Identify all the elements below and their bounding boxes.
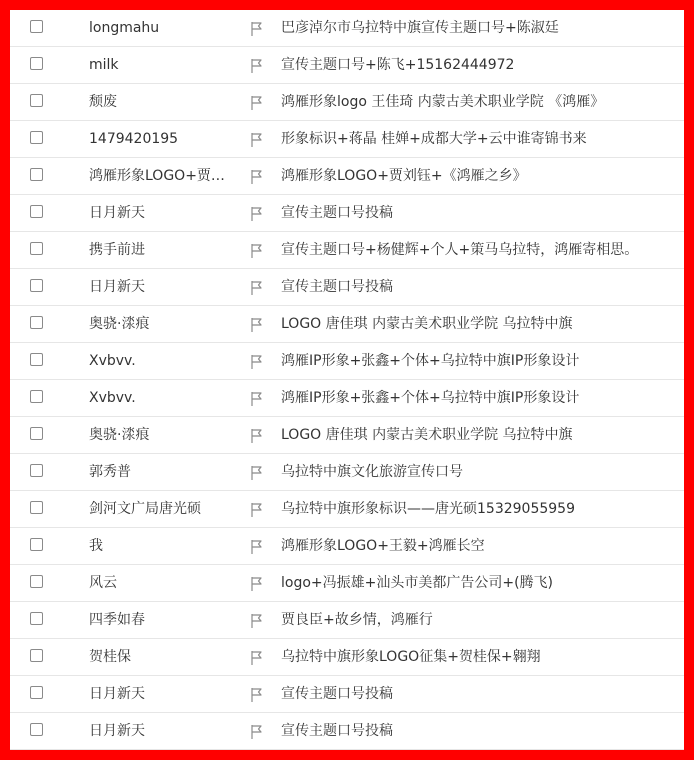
message-subject[interactable]: 乌拉特中旗形象标识——唐光硕15329055959: [281, 501, 575, 517]
sender-name: 日月新天: [89, 723, 145, 739]
flag-icon[interactable]: [250, 539, 264, 555]
message-row[interactable]: [10, 491, 684, 528]
sender-name: 我: [89, 538, 103, 554]
flag-icon[interactable]: [250, 391, 264, 407]
sender-name: milk: [89, 57, 119, 73]
sender-name: 奥骁·渁痕: [89, 316, 150, 332]
message-subject[interactable]: 鸿雁形象LOGO+王毅+鸿雁长空: [281, 538, 485, 554]
flag-icon[interactable]: [250, 613, 264, 629]
message-subject[interactable]: 宣传主题口号投稿: [281, 279, 393, 295]
sender-name: 风云: [89, 575, 117, 591]
message-row[interactable]: [10, 84, 684, 121]
flag-icon[interactable]: [250, 206, 264, 222]
message-subject[interactable]: 鸿雁IP形象+张鑫+个体+乌拉特中旗IP形象设计: [281, 390, 580, 406]
message-row[interactable]: [10, 417, 684, 454]
select-checkbox[interactable]: [30, 20, 43, 33]
flag-icon[interactable]: [250, 95, 264, 111]
flag-icon[interactable]: [250, 465, 264, 481]
select-checkbox[interactable]: [30, 57, 43, 70]
select-checkbox[interactable]: [30, 390, 43, 403]
message-row[interactable]: [10, 343, 684, 380]
message-subject[interactable]: 鸿雁IP形象+张鑫+个体+乌拉特中旗IP形象设计: [281, 353, 580, 369]
flag-icon[interactable]: [250, 724, 264, 740]
select-checkbox[interactable]: [30, 612, 43, 625]
sender-name: 四季如春: [89, 612, 145, 628]
flag-icon[interactable]: [250, 317, 264, 333]
sender-name: 日月新天: [89, 279, 145, 295]
message-row[interactable]: [10, 639, 684, 676]
message-subject[interactable]: LOGO 唐佳琪 内蒙古美术职业学院 乌拉特中旗: [281, 427, 573, 443]
select-checkbox[interactable]: [30, 131, 43, 144]
message-row[interactable]: [10, 121, 684, 158]
flag-icon[interactable]: [250, 502, 264, 518]
message-row[interactable]: [10, 10, 684, 47]
sender-name: 贺桂保: [89, 649, 131, 665]
sender-name: 郭秀普: [89, 464, 131, 480]
flag-icon[interactable]: [250, 21, 264, 37]
message-row[interactable]: [10, 158, 684, 195]
message-subject[interactable]: 贾良臣+故乡情，鸿雁行: [281, 612, 433, 628]
sender-name: 日月新天: [89, 686, 145, 702]
sender-name: Xvbvv.: [89, 390, 136, 406]
sender-name: 剑河文广局唐光硕: [89, 501, 201, 517]
sender-name: longmahu: [89, 20, 160, 36]
message-subject[interactable]: 鸿雁形象LOGO+贾刘钰+《鸿雁之乡》: [281, 168, 527, 184]
message-row[interactable]: [10, 195, 684, 232]
sender-name: 颓废: [89, 94, 117, 110]
message-subject[interactable]: 宣传主题口号投稿: [281, 686, 393, 702]
flag-icon[interactable]: [250, 687, 264, 703]
select-checkbox[interactable]: [30, 427, 43, 440]
select-checkbox[interactable]: [30, 316, 43, 329]
flag-icon[interactable]: [250, 280, 264, 296]
select-checkbox[interactable]: [30, 686, 43, 699]
select-checkbox[interactable]: [30, 723, 43, 736]
select-checkbox[interactable]: [30, 168, 43, 181]
message-subject[interactable]: logo+冯振雄+汕头市美都广告公司+(腾飞): [281, 575, 554, 591]
message-row[interactable]: [10, 713, 684, 750]
message-row[interactable]: [10, 454, 684, 491]
select-checkbox[interactable]: [30, 279, 43, 292]
flag-icon[interactable]: [250, 132, 264, 148]
select-checkbox[interactable]: [30, 242, 43, 255]
sender-name: 携手前进: [89, 242, 145, 258]
mail-list-panel: [10, 10, 684, 750]
message-row[interactable]: [10, 47, 684, 84]
sender-name: 奥骁·渁痕: [89, 427, 150, 443]
message-row[interactable]: [10, 306, 684, 343]
sender-name: Xvbvv.: [89, 353, 136, 369]
message-row[interactable]: [10, 676, 684, 713]
message-subject[interactable]: 巴彦淖尔市乌拉特中旗宣传主题口号+陈淑廷: [281, 20, 559, 36]
flag-icon[interactable]: [250, 169, 264, 185]
flag-icon[interactable]: [250, 243, 264, 259]
message-subject[interactable]: 乌拉特中旗形象LOGO征集+贺桂保+翱翔: [281, 649, 541, 665]
select-checkbox[interactable]: [30, 575, 43, 588]
select-checkbox[interactable]: [30, 501, 43, 514]
flag-icon[interactable]: [250, 576, 264, 592]
message-row[interactable]: [10, 380, 684, 417]
select-checkbox[interactable]: [30, 94, 43, 107]
message-list: [10, 10, 684, 750]
message-row[interactable]: [10, 528, 684, 565]
message-subject[interactable]: LOGO 唐佳琪 内蒙古美术职业学院 乌拉特中旗: [281, 316, 573, 332]
message-subject[interactable]: 形象标识+蒋晶 桂婵+成都大学+云中谁寄锦书来: [281, 131, 587, 147]
select-checkbox[interactable]: [30, 205, 43, 218]
message-subject[interactable]: 宣传主题口号+陈飞+15162444972: [281, 57, 515, 73]
message-subject[interactable]: 宣传主题口号+杨健辉+个人+策马乌拉特，鸿雁寄相思。: [281, 242, 639, 258]
message-row[interactable]: [10, 565, 684, 602]
message-subject[interactable]: 宣传主题口号投稿: [281, 205, 393, 221]
flag-icon[interactable]: [250, 650, 264, 666]
sender-name: 日月新天: [89, 205, 145, 221]
message-subject[interactable]: 乌拉特中旗文化旅游宣传口号: [281, 464, 463, 480]
flag-icon[interactable]: [250, 58, 264, 74]
message-row[interactable]: [10, 602, 684, 639]
message-subject[interactable]: 鸿雁形象logo 王佳琦 内蒙古美术职业学院 《鸿雁》: [281, 94, 605, 110]
message-row[interactable]: [10, 232, 684, 269]
flag-icon[interactable]: [250, 428, 264, 444]
select-checkbox[interactable]: [30, 353, 43, 366]
message-subject[interactable]: 宣传主题口号投稿: [281, 723, 393, 739]
select-checkbox[interactable]: [30, 538, 43, 551]
select-checkbox[interactable]: [30, 464, 43, 477]
sender-name: 鸿雁形象LOGO+贾…: [89, 168, 225, 184]
sender-name: 1479420195: [89, 131, 179, 147]
message-row[interactable]: [10, 269, 684, 306]
flag-icon[interactable]: [250, 354, 264, 370]
select-checkbox[interactable]: [30, 649, 43, 662]
